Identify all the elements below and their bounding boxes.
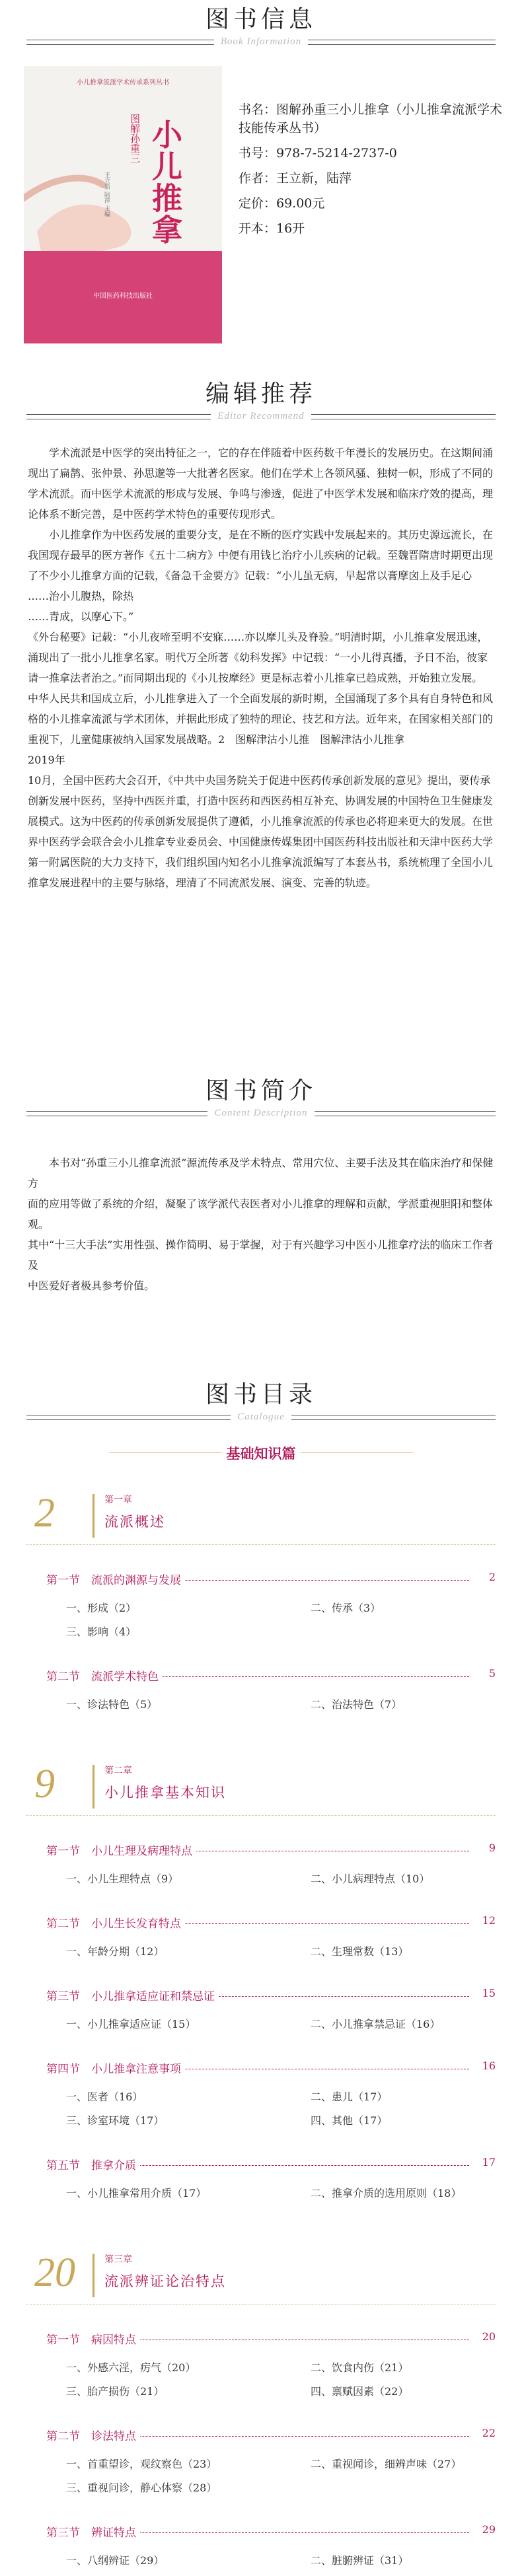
editor-text: [28, 443, 494, 893]
intro-paragraph: 其中“十三大手法”实用性强、操作简明、易于掌握，对于有兴趣学习中医小儿推拿疗法的临床工作者及: [28, 1238, 494, 1271]
chapter-label: 第三章: [104, 2254, 132, 2265]
subsection-item[interactable]: 二、传承（3）: [311, 1602, 381, 1614]
intro-title: 图书简介: [205, 1077, 317, 1104]
editor-header: [0, 380, 522, 422]
chapter-label: 第一章: [104, 1495, 132, 1505]
subsection-item[interactable]: 四、禀赋因素（22）: [311, 2385, 409, 2398]
chapter-bar: [93, 1494, 94, 1538]
meta-isbn: 书号：978-7-5214-2737-0: [239, 146, 397, 161]
book-info-header: [0, 5, 522, 48]
section-page: 15: [478, 1987, 496, 1999]
subsection-item[interactable]: 三、重视问诊，静心体察（28）: [66, 2482, 217, 2494]
chapter-title: 小儿推拿基本知识: [104, 1785, 226, 1801]
editor-paragraph: 10月，全国中医药大会召开，《中共中央国务院关于促进中医药传承创新发展的意见》提出，要传承创新发展中医药，坚持中西医并重，打造中医药和西医药相互补充、协调发展的中国特色卫生健康发展模式。这为中医药的传承创新发展提供了遵循，小儿推拿流派的传承也必将迎来更大的发展。在世界中医药学会联合会小儿推拿专业委员会、中国健康传媒集团中国医药科技出版社和天津中医药大学第一附属医院的大力支持下，我们组织国内知名小儿推拿流派编写了本套丛书，系统梳理了全国小儿推拿发展进程中的主要与脉络，理清了不同流派发展、演变、完善的轨迹。: [28, 774, 494, 889]
meta-author: 作者：王立新，陆萍: [239, 171, 352, 186]
section-entry[interactable]: [26, 1987, 496, 2040]
chapter-bar: [93, 2254, 94, 2297]
intro-paragraph: 中医爱好者极具参考价值。: [28, 1279, 155, 1292]
section-page: 17: [478, 2156, 496, 2168]
subsection-item[interactable]: 二、治法特色（7）: [311, 1698, 402, 1711]
part-title-text: 基础知识篇: [226, 1445, 296, 1462]
editor-title: 编辑推荐: [205, 380, 317, 408]
subsection-item[interactable]: 一、小儿生理特点（9）: [66, 1873, 179, 1885]
book-cover-image: [24, 66, 222, 343]
subsection-item[interactable]: 一、小儿推拿适应证（15）: [66, 2018, 196, 2030]
chapter-bar: [93, 1765, 94, 1808]
section-title: 第二节 小儿生长发育特点: [46, 1914, 185, 1931]
section-page: 9: [485, 1842, 496, 1854]
subsection-item[interactable]: 二、小儿推拿禁忌证（16）: [311, 2018, 441, 2030]
cover-big-title: 小儿推拿: [147, 119, 183, 246]
subsection-item[interactable]: 二、重视闻诊，细辨声味（27）: [311, 2458, 462, 2470]
section-title: 第三节 辨证特点: [46, 2523, 140, 2540]
chapter-label: 第二章: [104, 1766, 132, 1776]
editor-paragraph: 学术流派是中医学的突出特征之一，它的存在伴随着中医药数千年漫长的发展历史。在这期间涌现出了扁鹊、张仲景、孙思邈等一大批著名医家。他们在学术上各领风骚、独树一帜，形成了不同的学术流派。而中医学术流派的形成与发展、争鸣与渗透，促进了中医学术发展和临床疗效的提高，理论体系不断完善，是中医药学术特色的重要传现形式。: [28, 447, 494, 520]
section-page: 20: [478, 2330, 496, 2343]
chapter-page-number: 9: [34, 1762, 55, 1807]
intro-header: [0, 1077, 522, 1119]
part-title-line-left: [109, 1452, 221, 1453]
section-entry[interactable]: [26, 1571, 496, 1647]
section-entry[interactable]: [26, 2059, 496, 2136]
section-title: 第一节 小儿生理及病理特点: [46, 1842, 196, 1858]
cover-small-title: 图解孙重三: [129, 114, 141, 163]
section-page: 22: [478, 2427, 496, 2439]
cover-series: 小儿推拿流派学术传承系列丛书: [77, 79, 169, 87]
section-entry[interactable]: [26, 2523, 496, 2576]
intro-text: [28, 1153, 494, 1296]
editor-paragraph: 中华人民共和国成立后，小儿推拿进入了一个全面发展的新时期，全国涌现了多个具有自身特色和风格的小儿推拿流派与学术团体，并据此形成了独特的理论、技艺和方法。近年来，在国家相关部门的重视下，儿童健康被纳入国家发展战略。2 图解津沽小儿推 图解津沽小儿推拿: [28, 692, 494, 746]
editor-paragraph: 小儿推拿作为中医药发展的重要分支，是在不断的医疗实践中发展起来的。其历史源远流长，在我国现存最早的医方著作《五十二病方》中便有用钱匕治疗小儿疾病的记载。至魏晋隋唐时期更出现了不少小儿推拿方面的记载，《备急千金要方》记载：“小儿虽无病，早起常以膏摩囟上及手足心: [28, 528, 494, 582]
section-entry[interactable]: [26, 2427, 496, 2503]
section-title: 第一节 流派的渊源与发展: [46, 1571, 185, 1587]
section-page: 12: [478, 1914, 496, 1927]
cover-publisher: 中国医药科技出版社: [93, 293, 153, 300]
subsection-item[interactable]: 三、影响（4）: [66, 1626, 137, 1638]
chapter-title: 流派概述: [104, 1514, 165, 1530]
catalog-subtitle: Catalogue: [231, 1412, 291, 1423]
meta-price: 定价：69.00元: [239, 196, 325, 211]
section-entry[interactable]: [26, 1842, 496, 1894]
editor-paragraph: 《外台秘要》记载：“小儿夜啼至明不安寐……亦以摩儿头及脊验。”明清时期，小儿推拿发展迅速，涌现出了一批小儿推拿名家。明代万全所著《幼科发挥》中记载：“一小儿得真播，予日不治，彼家请一推拿法者治之。”而同期出现的《小儿按摩经》更是标志着小儿推拿已趋成熟，开始独立发展。: [28, 631, 488, 684]
subsection-item[interactable]: 一、小儿推拿常用介质（17）: [66, 2187, 207, 2200]
subsection-item[interactable]: 一、外感六淫，疠气（20）: [66, 2361, 196, 2374]
subsection-item[interactable]: 一、医者（16）: [66, 2091, 143, 2103]
chapter-heading[interactable]: [26, 2252, 496, 2305]
section-title: 第五节 推拿介质: [46, 2156, 140, 2172]
section-title: 第一节 病因特点: [46, 2330, 140, 2347]
section-title: 第二节 诊法特点: [46, 2427, 140, 2443]
chapter-divider: [26, 1815, 496, 1816]
section-page: 5: [485, 1667, 496, 1680]
subsection-item[interactable]: 四、其他（17）: [311, 2114, 388, 2127]
meta-name: 书名：图解孙重三小儿推拿（小儿推拿流派学术技能传承丛书）: [239, 102, 503, 135]
part-title: [0, 1443, 522, 1463]
editor-paragraph: 2019年: [28, 754, 65, 766]
section-title: 第四节 小儿推拿注意事项: [46, 2059, 185, 2076]
editor-subtitle: Editor Recommend: [211, 411, 311, 422]
section-entry[interactable]: [26, 1667, 496, 1720]
cover-authors: 王立新 陆萍 主编: [103, 172, 110, 217]
book-meta: [239, 100, 503, 244]
section-title: 第二节 流派学术特色: [46, 1667, 163, 1684]
book-info: [24, 66, 503, 357]
book-info-title: 图书信息: [205, 6, 317, 33]
section-entry[interactable]: [26, 2156, 496, 2209]
subsection-item[interactable]: 二、脏腑辨证（31）: [311, 2554, 409, 2567]
chapter-divider: [26, 2304, 496, 2305]
subsection-item[interactable]: 一、年龄分期（12）: [66, 1945, 165, 1958]
subsection-item[interactable]: 二、饮食内伤（21）: [311, 2361, 409, 2374]
subsection-item[interactable]: 二、推拿介质的选用原则（18）: [311, 2187, 462, 2200]
chapter-page-number: 20: [34, 2250, 75, 2295]
section-entry[interactable]: [26, 2330, 496, 2407]
catalog-title: 图书目录: [205, 1381, 317, 1408]
editor-paragraph: ……青成，以摩心下。”: [28, 610, 134, 623]
subsection-item[interactable]: 二、生理常数（13）: [311, 1945, 409, 1958]
intro-paragraph: 本书对“孙重三小儿推拿流派”源流传承及学术特点、常用穴位、主要手法及其在临床治疗和保健方: [28, 1157, 494, 1190]
subsection-item[interactable]: 一、首重望诊，观纹察色（23）: [66, 2458, 217, 2470]
section-page: 16: [478, 2059, 496, 2072]
subsection-item[interactable]: 一、八纲辨证（29）: [66, 2554, 165, 2567]
chapter-heading[interactable]: [26, 1764, 496, 1816]
section-title: 第三节 小儿推拿适应证和禁忌证: [46, 1987, 219, 2003]
book-info-subtitle: Book Information: [214, 36, 308, 48]
chapter-page-number: 2: [34, 1491, 55, 1536]
part-title-line-right: [301, 1452, 413, 1453]
subsection-item[interactable]: 一、诊法特色（5）: [66, 1698, 158, 1711]
subsection-item[interactable]: 三、诊室环境（17）: [66, 2114, 165, 2127]
chapter-divider: [26, 1544, 496, 1545]
subsection-item[interactable]: 二、小儿病理特点（10）: [311, 1873, 430, 1885]
section-page: 29: [478, 2523, 496, 2536]
catalog-header: [0, 1380, 522, 1423]
section-entry[interactable]: [26, 1914, 496, 1967]
intro-subtitle: Content Description: [207, 1108, 314, 1119]
meta-format: 开本：16开: [239, 221, 305, 236]
chapter-heading[interactable]: [26, 1493, 496, 1546]
subsection-item[interactable]: 二、患儿（17）: [311, 2091, 388, 2103]
chapter-title: 流派辨证论治特点: [104, 2273, 226, 2289]
subsection-item[interactable]: 一、形成（2）: [66, 1602, 137, 1614]
subsection-item[interactable]: 三、胎产损伤（21）: [66, 2385, 165, 2398]
section-page: 2: [485, 1571, 496, 1583]
intro-paragraph: 面的应用等做了系统的介绍，凝聚了该学派代表医者对小儿推拿的理解和贡献，学派重视胆阳和整体观。: [28, 1198, 494, 1231]
editor-paragraph: ……治小儿腹热，除热: [28, 590, 134, 602]
